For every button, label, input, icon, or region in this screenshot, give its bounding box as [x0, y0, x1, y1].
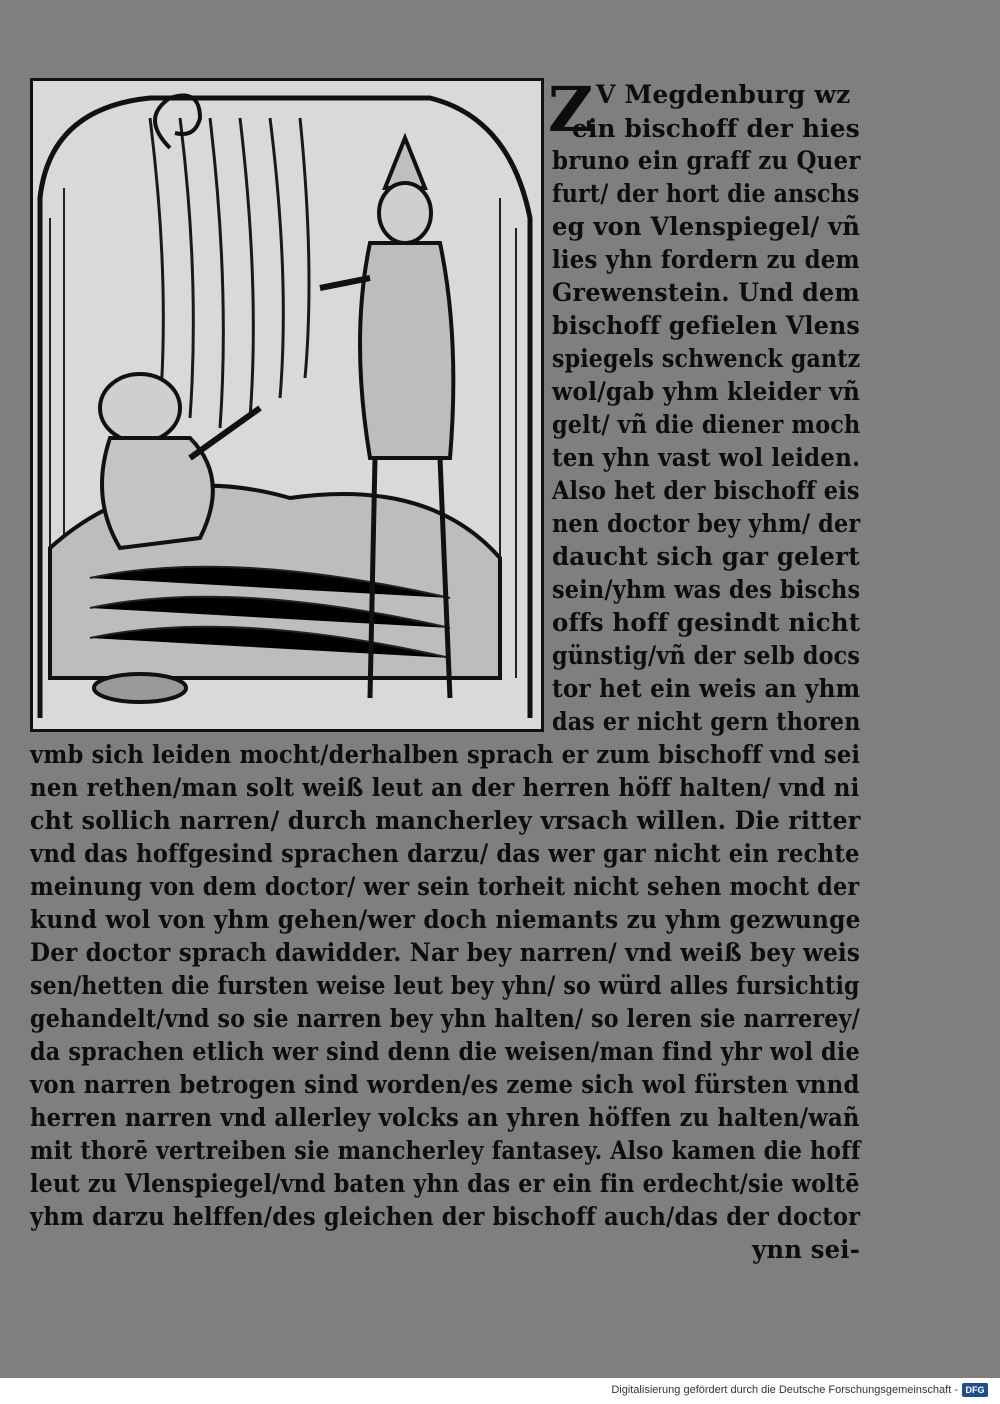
text-line: yhm darzu helffen/des gleichen der bischoff auch/das der doctor: [30, 1202, 861, 1231]
text-line: ein bischoff der hies: [572, 114, 860, 143]
text-line: lies yhn fordern zu dem: [552, 245, 860, 274]
text-line: daucht sich gar gelert: [552, 542, 860, 571]
text-line: mit thorē vertreiben sie mancherley fantasey. Also kamen die hoff: [30, 1136, 861, 1165]
text-line: eg von Vlenspiegel/ vñ: [552, 212, 861, 241]
funding-notice: Digitalisierung gefördert durch die Deutsche Forschungsgemeinschaft -: [611, 1384, 958, 1396]
text-line: leut zu Vlenspiegel/vnd baten yhn das er ein fin erdecht/sie woltē: [30, 1169, 860, 1198]
text-line: Der doctor sprach dawidder. Nar bey narren/ vnd weiß bey weis: [30, 938, 861, 967]
text-line: Also het der bischoff eis: [552, 476, 860, 505]
text-line: vmb sich leiden mocht/derhalben sprach er zum bischoff vnd sei: [30, 740, 861, 769]
text-line: kund wol von yhm gehen/wer doch niemants zu yhm gezwunge: [30, 905, 861, 934]
text-line: gehandelt/vnd so sie narren bey yhn halten/ so leren sie narrerey/: [30, 1004, 860, 1033]
text-line: Grewenstein. Und dem: [552, 278, 860, 307]
catchword: ynn sei-: [752, 1235, 861, 1264]
text-line: vnd das hoffgesind sprachen darzu/ das wer gar nicht ein rechte: [30, 839, 860, 868]
text-line: günstig/vñ der selb docs: [552, 641, 861, 670]
text-line: cht sollich narren/ durch mancherley vrsach willen. Die ritter: [30, 806, 861, 835]
text-line: nen rethen/man solt weiß leut an der herren höff halten/ vnd ni: [30, 773, 860, 802]
woodcut-illustration: [30, 78, 544, 732]
text-line: von narren betrogen sind worden/es zeme sich wol fürsten vnnd: [30, 1070, 860, 1099]
text-line: V Megdenburg wz: [596, 80, 851, 109]
text-line: bruno ein graff zu Quer: [552, 146, 861, 175]
initial-letter: Z: [548, 73, 594, 146]
text-line: das er nicht gern thoren: [552, 707, 861, 736]
text-line: sein/yhm was des bischs: [552, 575, 861, 604]
text-line: furt/ der hort die anschs: [552, 179, 860, 208]
text-line: wol/gab yhm kleider vñ: [552, 377, 861, 406]
text-line: da sprachen etlich wer sind denn die weisen/man find yhr wol die: [30, 1037, 860, 1066]
text-line: nen doctor bey yhm/ der: [552, 509, 861, 538]
text-line: meinung von dem doctor/ wer sein torheit nicht sehen mocht der: [30, 872, 860, 901]
text-line: offs hoff gesindt nicht: [552, 608, 861, 637]
text-line: bischoff gefielen Vlens: [552, 311, 860, 340]
text-line: herren narren vnd allerley volcks an yhren höffen zu halten/wañ: [30, 1103, 860, 1132]
dfg-logo: DFG: [962, 1383, 988, 1397]
text-line: tor het ein weis an yhm: [552, 674, 861, 703]
text-line: ten yhn vast wol leiden.: [552, 443, 861, 472]
footer-bar: [0, 1378, 1000, 1404]
text-line: gelt/ vñ die diener moch: [552, 410, 861, 439]
text-line: sen/hetten die fursten weise leut bey yhn/ so würd alles fursichtig: [30, 971, 860, 1000]
text-line: spiegels schwenck gantz: [552, 344, 861, 373]
